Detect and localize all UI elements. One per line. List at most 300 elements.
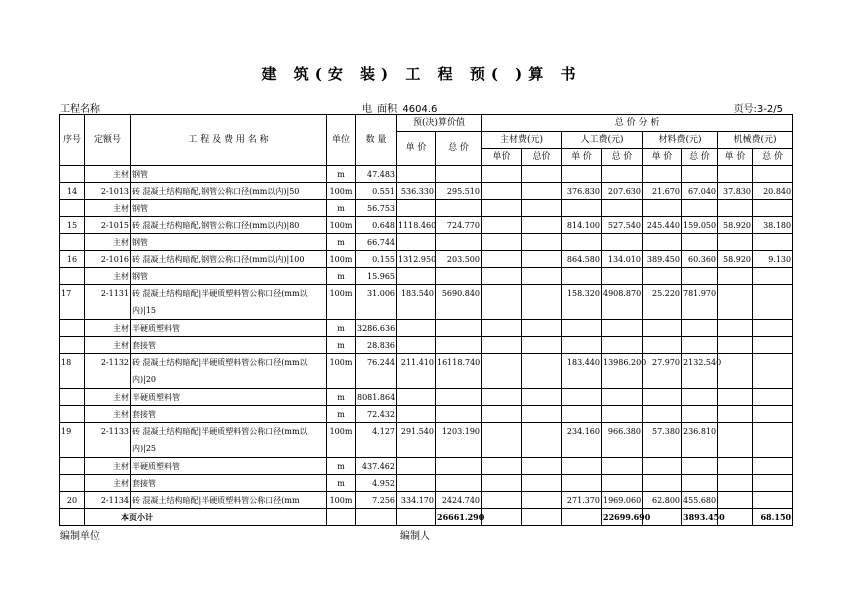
row-mat-unit: [643, 268, 682, 285]
row-qty: 72.432: [356, 406, 397, 423]
row-qty: 437.462: [356, 458, 397, 475]
row-qty: 76.244: [356, 354, 397, 389]
row-qty: 47.483: [356, 166, 397, 183]
row-seq: 17: [60, 285, 85, 320]
row-mach-total: [753, 492, 793, 509]
row-mach-unit: 58.920: [718, 251, 753, 268]
row-unit: 100m: [327, 423, 356, 458]
row-unit: 100m: [327, 183, 356, 200]
row-labor-total: 207.630: [602, 183, 643, 200]
row-code: 2-1131: [85, 285, 131, 320]
row-mat-total: 2132.540: [682, 354, 718, 389]
row-main-total: [522, 234, 562, 251]
row-seq: [60, 475, 85, 492]
row-qty: 8081.864: [356, 389, 397, 406]
table-row: [60, 268, 793, 285]
row-code: 2-1133: [85, 423, 131, 458]
row-labor-unit: 271.370: [562, 492, 602, 509]
row-code: 2-1016: [85, 251, 131, 268]
row-labor-unit: 376.830: [562, 183, 602, 200]
area-label: 电 面积: [362, 104, 398, 115]
col-unit: 单位: [327, 115, 356, 166]
row-labor-total: [602, 166, 643, 183]
row-name: 砖 混凝土结构暗配,钢管公称口径(mm以内)|80: [131, 217, 327, 234]
row-main-unit: [482, 389, 522, 406]
row-mat-unit: [643, 320, 682, 337]
row-total-price: [436, 389, 482, 406]
row-name: 半硬质塑料管: [131, 320, 327, 337]
row-unit-price: [397, 406, 436, 423]
row-mat-unit: [643, 166, 682, 183]
col-machine: 机械费(元): [718, 132, 793, 149]
subtotal-empty: [60, 509, 85, 526]
row-main-total: [522, 200, 562, 217]
row-main-unit: [482, 166, 522, 183]
col-code: 定额号: [85, 115, 131, 166]
row-unit-price: [397, 389, 436, 406]
row-mach-total: 20.840: [753, 183, 793, 200]
table-row: [60, 217, 793, 234]
row-code: 主材: [85, 234, 131, 251]
row-seq: 20: [60, 492, 85, 509]
row-mach-unit: 37.830: [718, 183, 753, 200]
row-labor-total: [602, 406, 643, 423]
row-mach-unit: [718, 200, 753, 217]
col-qty: 数 量: [356, 115, 397, 166]
row-qty: 15.965: [356, 268, 397, 285]
row-seq: 16: [60, 251, 85, 268]
row-name: 钢管: [131, 268, 327, 285]
row-main-unit: [482, 337, 522, 354]
row-main-unit: [482, 406, 522, 423]
row-name: 钢管: [131, 234, 327, 251]
row-qty: 4.952: [356, 475, 397, 492]
row-mach-unit: [718, 268, 753, 285]
row-mach-unit: [718, 166, 753, 183]
row-mach-unit: [718, 389, 753, 406]
row-qty: 56.753: [356, 200, 397, 217]
row-qty: 66.744: [356, 234, 397, 251]
row-main-total: [522, 423, 562, 458]
row-total-price: [436, 458, 482, 475]
row-mach-unit: [718, 406, 753, 423]
row-labor-unit: [562, 337, 602, 354]
row-main-unit: [482, 423, 522, 458]
row-total-price: 203.500: [436, 251, 482, 268]
row-mach-unit: [718, 492, 753, 509]
table-row: [60, 492, 793, 509]
row-labor-total: [602, 234, 643, 251]
row-qty: 0.648: [356, 217, 397, 234]
row-labor-total: 1969.060: [602, 492, 643, 509]
row-seq: [60, 337, 85, 354]
subtotal-label: 本页小计: [85, 509, 327, 526]
row-mach-total: [753, 166, 793, 183]
row-mach-unit: [718, 475, 753, 492]
row-name: 砖 混凝土结构暗配,钢管公称口径(mm以内)|100: [131, 251, 327, 268]
row-main-total: [522, 492, 562, 509]
row-total-price: [436, 475, 482, 492]
row-total-price: 1203.190: [436, 423, 482, 458]
row-code: 主材: [85, 200, 131, 217]
row-mach-total: [753, 389, 793, 406]
row-unit-price: 334.170: [397, 492, 436, 509]
row-labor-total: 4908.870: [602, 285, 643, 320]
row-seq: [60, 166, 85, 183]
row-unit: m: [327, 458, 356, 475]
row-code: 2-1013: [85, 183, 131, 200]
col-mat-total: 总 价: [682, 149, 718, 166]
row-mat-unit: [643, 337, 682, 354]
col-mach-total: 总 价: [753, 149, 793, 166]
row-unit-price: [397, 458, 436, 475]
row-name: 套接管: [131, 406, 327, 423]
estimate-table: [59, 114, 793, 526]
row-main-unit: [482, 234, 522, 251]
row-name: 砖 混凝土结构暗配|半硬质塑料管公称口径(mm: [131, 492, 327, 509]
row-main-unit: [482, 268, 522, 285]
table-row: [60, 166, 793, 183]
row-mat-total: 455.680: [682, 492, 718, 509]
col-material: 材料费(元): [643, 132, 718, 149]
row-mat-unit: 25.220: [643, 285, 682, 320]
row-unit: 100m: [327, 492, 356, 509]
row-unit: m: [327, 475, 356, 492]
row-mat-unit: [643, 200, 682, 217]
row-mat-total: [682, 166, 718, 183]
row-qty: 31.006: [356, 285, 397, 320]
row-labor-unit: [562, 406, 602, 423]
row-mach-unit: 58.920: [718, 217, 753, 234]
row-name: 套接管: [131, 475, 327, 492]
table-row: [60, 458, 793, 475]
row-total-price: 295.510: [436, 183, 482, 200]
row-main-unit: [482, 251, 522, 268]
row-unit-price: 1118.460: [397, 217, 436, 234]
row-qty: 0.155: [356, 251, 397, 268]
row-qty: 0.551: [356, 183, 397, 200]
row-unit-price: [397, 268, 436, 285]
row-labor-unit: [562, 166, 602, 183]
row-seq: [60, 406, 85, 423]
row-main-total: [522, 458, 562, 475]
col-labor-total: 总 价: [602, 149, 643, 166]
row-main-total: [522, 475, 562, 492]
row-labor-unit: [562, 200, 602, 217]
row-main-unit: [482, 354, 522, 389]
document-title: 建 筑(安 装) 工 程 预( )算 书: [261, 65, 582, 83]
row-unit-price: 536.330: [397, 183, 436, 200]
table-row: [60, 183, 793, 200]
row-name: 砖 混凝土结构暗配,钢管公称口径(mm以内)|50: [131, 183, 327, 200]
row-labor-total: [602, 475, 643, 492]
table-row: [60, 285, 793, 320]
row-mach-total: [753, 458, 793, 475]
row-total-price: [436, 166, 482, 183]
footer-unit-label: 编制单位: [60, 531, 100, 542]
row-main-total: [522, 251, 562, 268]
col-budget: 预(决)算价值: [397, 115, 482, 132]
row-code: 2-1015: [85, 217, 131, 234]
col-name: 工 程 及 费 用 名 称: [131, 115, 327, 166]
row-labor-total: [602, 200, 643, 217]
row-mach-total: [753, 200, 793, 217]
row-mach-total: [753, 268, 793, 285]
row-seq: [60, 458, 85, 475]
row-mach-unit: [718, 234, 753, 251]
row-labor-unit: 234.160: [562, 423, 602, 458]
col-budget-unit: 单 价: [397, 132, 436, 166]
table-row: [60, 406, 793, 423]
row-unit: m: [327, 200, 356, 217]
row-mach-total: [753, 406, 793, 423]
row-code: 主材: [85, 406, 131, 423]
row-main-unit: [482, 475, 522, 492]
row-seq: [60, 320, 85, 337]
row-name: 套接管: [131, 337, 327, 354]
col-budget-total: 总 价: [436, 132, 482, 166]
row-name: 半硬质塑料管: [131, 389, 327, 406]
row-mat-unit: 27.970: [643, 354, 682, 389]
row-qty: 28.836: [356, 337, 397, 354]
row-main-unit: [482, 200, 522, 217]
row-seq: 18: [60, 354, 85, 389]
row-seq: [60, 389, 85, 406]
row-unit: m: [327, 268, 356, 285]
row-main-total: [522, 389, 562, 406]
project-name-label: 工程名称: [60, 104, 100, 115]
area-value: 4604.6: [402, 104, 438, 115]
row-code: 2-1132: [85, 354, 131, 389]
row-main-unit: [482, 458, 522, 475]
row-seq: 14: [60, 183, 85, 200]
row-mach-unit: [718, 354, 753, 389]
row-total-price: [436, 337, 482, 354]
row-mach-total: [753, 337, 793, 354]
row-seq: 15: [60, 217, 85, 234]
row-code: 主材: [85, 320, 131, 337]
row-mach-unit: [718, 458, 753, 475]
col-mat-unit: 单 价: [643, 149, 682, 166]
row-main-unit: [482, 320, 522, 337]
row-unit: 100m: [327, 251, 356, 268]
row-main-unit: [482, 492, 522, 509]
row-mat-total: 159.050: [682, 217, 718, 234]
row-main-total: [522, 217, 562, 234]
row-labor-total: 527.540: [602, 217, 643, 234]
row-labor-unit: 864.580: [562, 251, 602, 268]
row-labor-unit: 183.440: [562, 354, 602, 389]
row-mat-total: [682, 200, 718, 217]
row-code: 主材: [85, 458, 131, 475]
row-labor-total: [602, 268, 643, 285]
row-mach-total: 9.130: [753, 251, 793, 268]
row-labor-unit: 158.320: [562, 285, 602, 320]
page-number: 页号:3-2/5: [733, 104, 783, 115]
row-labor-total: [602, 458, 643, 475]
row-seq: 19: [60, 423, 85, 458]
row-main-total: [522, 183, 562, 200]
row-code: 2-1134: [85, 492, 131, 509]
col-labor-unit: 单 价: [562, 149, 602, 166]
col-labor: 人工费(元): [562, 132, 643, 149]
table-row: [60, 234, 793, 251]
row-labor-unit: [562, 320, 602, 337]
row-total-price: 5690.840: [436, 285, 482, 320]
row-mat-unit: 57.380: [643, 423, 682, 458]
row-mach-unit: [718, 285, 753, 320]
row-labor-total: 966.380: [602, 423, 643, 458]
row-total-price: 2424.740: [436, 492, 482, 509]
row-mat-total: 781.970: [682, 285, 718, 320]
row-main-total: [522, 166, 562, 183]
row-mat-total: [682, 320, 718, 337]
table-row: [60, 251, 793, 268]
row-mach-total: [753, 354, 793, 389]
row-mach-total: [753, 285, 793, 320]
row-total-price: [436, 268, 482, 285]
subtotal-machine: 68.150: [753, 509, 793, 526]
row-code: 主材: [85, 475, 131, 492]
subtotal-total: 26661.290: [436, 509, 482, 526]
row-unit-price: [397, 200, 436, 217]
row-main-total: [522, 320, 562, 337]
subtotal-labor: 22699.690: [602, 509, 643, 526]
row-mat-unit: 245.440: [643, 217, 682, 234]
row-mat-total: [682, 406, 718, 423]
row-labor-total: 134.010: [602, 251, 643, 268]
col-mach-unit: 单 价: [718, 149, 753, 166]
row-mach-unit: [718, 320, 753, 337]
row-code: 主材: [85, 268, 131, 285]
row-mach-total: 38.180: [753, 217, 793, 234]
row-seq: [60, 200, 85, 217]
col-main-total: 总价: [522, 149, 562, 166]
row-seq: [60, 234, 85, 251]
row-name: 砖 混凝土结构暗配|半硬质塑料管公称口径(mm以内)|25: [131, 423, 327, 458]
area-info: [362, 100, 437, 115]
row-total-price: 724.770: [436, 217, 482, 234]
row-name: 砖 混凝土结构暗配|半硬质塑料管公称口径(mm以内)|20: [131, 354, 327, 389]
row-total-price: [436, 234, 482, 251]
row-unit: 100m: [327, 285, 356, 320]
row-mat-total: 67.040: [682, 183, 718, 200]
row-unit: m: [327, 234, 356, 251]
row-unit-price: [397, 475, 436, 492]
row-labor-total: [602, 320, 643, 337]
row-mat-total: [682, 268, 718, 285]
row-labor-unit: [562, 268, 602, 285]
col-analysis: 总 价 分 析: [482, 115, 793, 132]
row-labor-unit: [562, 458, 602, 475]
row-mach-unit: [718, 337, 753, 354]
row-unit-price: [397, 234, 436, 251]
row-code: 主材: [85, 389, 131, 406]
row-labor-unit: [562, 389, 602, 406]
row-mat-unit: [643, 234, 682, 251]
row-qty: 4.127: [356, 423, 397, 458]
row-mat-unit: [643, 389, 682, 406]
row-mach-total: [753, 475, 793, 492]
row-main-unit: [482, 183, 522, 200]
col-main-mat: 主材费(元): [482, 132, 562, 149]
row-main-total: [522, 337, 562, 354]
row-main-total: [522, 268, 562, 285]
col-main-unit: 单价: [482, 149, 522, 166]
row-mat-unit: 62.800: [643, 492, 682, 509]
row-unit: 100m: [327, 354, 356, 389]
row-mat-total: 60.360: [682, 251, 718, 268]
row-unit: 100m: [327, 217, 356, 234]
row-main-unit: [482, 285, 522, 320]
table-row: [60, 354, 793, 389]
row-unit-price: 291.540: [397, 423, 436, 458]
row-mach-total: [753, 320, 793, 337]
row-unit: m: [327, 406, 356, 423]
row-mat-unit: [643, 475, 682, 492]
row-code: 主材: [85, 337, 131, 354]
row-unit-price: 183.540: [397, 285, 436, 320]
row-mach-unit: [718, 423, 753, 458]
row-main-total: [522, 354, 562, 389]
row-unit-price: [397, 337, 436, 354]
row-labor-total: [602, 337, 643, 354]
row-name: 半硬质塑料管: [131, 458, 327, 475]
col-seq: 序号: [60, 115, 85, 166]
row-total-price: 16118.740: [436, 354, 482, 389]
row-main-total: [522, 285, 562, 320]
row-mat-total: [682, 458, 718, 475]
row-qty: 7.256: [356, 492, 397, 509]
row-unit: m: [327, 389, 356, 406]
row-unit: m: [327, 337, 356, 354]
row-mat-unit: [643, 458, 682, 475]
row-main-unit: [482, 217, 522, 234]
row-name: 钢管: [131, 200, 327, 217]
row-main-total: [522, 406, 562, 423]
row-total-price: [436, 406, 482, 423]
row-total-price: [436, 200, 482, 217]
row-labor-total: 13986.200: [602, 354, 643, 389]
row-unit-price: [397, 320, 436, 337]
table-row: [60, 423, 793, 458]
row-labor-unit: [562, 234, 602, 251]
row-labor-unit: [562, 475, 602, 492]
row-mat-unit: 21.670: [643, 183, 682, 200]
row-unit: m: [327, 166, 356, 183]
row-unit-price: [397, 166, 436, 183]
row-mat-total: [682, 337, 718, 354]
row-unit-price: 1312.950: [397, 251, 436, 268]
row-mat-unit: [643, 406, 682, 423]
row-code: 主材: [85, 166, 131, 183]
subtotal-material: 3893.450: [682, 509, 718, 526]
table-row: [60, 389, 793, 406]
table-row: [60, 320, 793, 337]
row-mat-total: [682, 234, 718, 251]
row-seq: [60, 268, 85, 285]
table-row: [60, 475, 793, 492]
row-mat-total: [682, 475, 718, 492]
row-labor-total: [602, 389, 643, 406]
table-row: [60, 337, 793, 354]
row-mat-total: 236.810: [682, 423, 718, 458]
row-name: 砖 混凝土结构暗配|半硬质塑料管公称口径(mm以内)|15: [131, 285, 327, 320]
row-labor-unit: 814.100: [562, 217, 602, 234]
row-mat-total: [682, 389, 718, 406]
row-total-price: [436, 320, 482, 337]
row-mach-total: [753, 234, 793, 251]
